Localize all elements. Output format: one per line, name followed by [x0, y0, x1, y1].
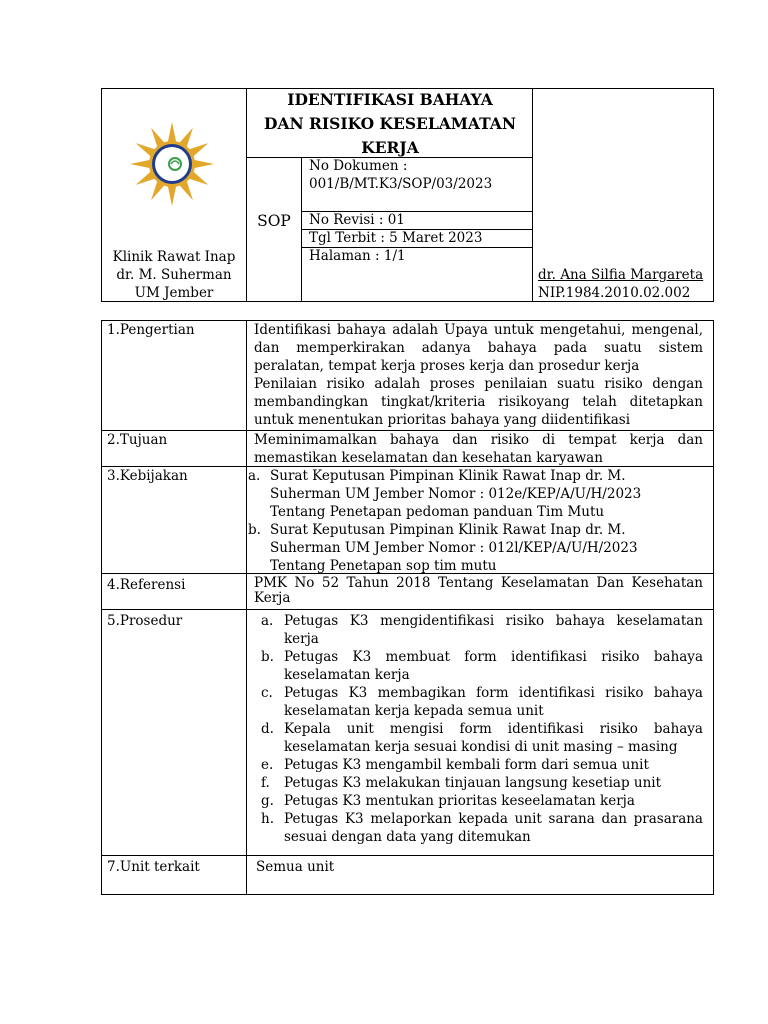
pengertian-line: Penilaian risiko adalah proses penilaian suatu risiko dengan	[254, 376, 703, 392]
prosedur-marker-e: e.	[261, 757, 274, 773]
signer-name: dr. Ana Silfia Margareta	[538, 267, 704, 283]
prosedur-item-b	[284, 648, 703, 684]
prosedur-marker-h: h.	[261, 811, 274, 827]
prosedur-marker-g: g.	[261, 793, 274, 809]
referensi-line: PMK No 52 Tahun 2018 Tentang Keselamatan Dan Kesehatan	[254, 576, 703, 591]
halaman: Halaman : 1/1	[309, 248, 406, 264]
prosedur-line: Petugas K3 membagikan form identifikasi risiko bahaya	[284, 685, 703, 701]
referensi-label: 4.Referensi	[107, 577, 186, 593]
muhammadiyah-sun-logo-icon	[128, 120, 216, 208]
prosedur-line: sesuai dengan data yang ditemukan	[284, 829, 531, 845]
no-revisi: No Revisi : 01	[309, 212, 405, 228]
tgl-terbit: Tgl Terbit : 5 Maret 2023	[309, 230, 483, 246]
no-dokumen-value: 001/B/MT.K3/SOP/03/2023	[309, 176, 493, 192]
clinic-name-line-1: Klinik Rawat Inap	[112, 249, 236, 265]
sop-label: SOP	[257, 212, 291, 230]
signer-nip: NIP.1984.2010.02.002	[538, 285, 691, 301]
prosedur-marker-a: a.	[261, 613, 274, 629]
kebijakan-a-line: Suherman UM Jember Nomor : 012e/KEP/A/U/H/2023	[270, 486, 642, 502]
prosedur-marker-d: d.	[261, 721, 274, 737]
kebijakan-label: 3.Kebijakan	[107, 468, 188, 484]
tujuan-label: 2.Tujuan	[107, 432, 168, 448]
clinic-name-line-2: dr. M. Suherman	[116, 267, 232, 283]
prosedur-marker-f: f.	[261, 775, 270, 791]
title-line-2: DAN RISIKO KESELAMATAN	[264, 114, 516, 133]
prosedur-line: Petugas K3 mengidentifikasi risiko bahaya keselamatan	[284, 613, 703, 629]
clinic-name-line-3: UM Jember	[134, 285, 214, 301]
pengertian-line: Identifikasi bahaya adalah Upaya untuk mengetahui, mengenal,	[254, 322, 703, 338]
referensi-text	[254, 576, 703, 606]
prosedur-item-g: Petugas K3 mentukan prioritas keseelamatan kerja	[284, 793, 635, 809]
title-line-1: IDENTIFIKASI BAHAYA	[287, 90, 493, 109]
prosedur-marker-b: b.	[261, 649, 274, 665]
pengertian-text	[254, 321, 703, 429]
prosedur-marker-c: c.	[261, 685, 273, 701]
prosedur-label: 5.Prosedur	[107, 613, 183, 629]
prosedur-line: Kepala unit mengisi form identifikasi risiko bahaya	[284, 721, 703, 737]
title-line-3: KERJA	[361, 138, 419, 157]
prosedur-line: keselamatan kerja	[284, 667, 410, 683]
kebijakan-a-line: Tentang Penetapan pedoman panduan Tim Mutu	[270, 504, 605, 520]
pengertian-line: untuk menentukan prioritas bahaya yang diidentifikasi	[254, 412, 631, 428]
pengertian-line: membandingkan tingkat/kriteria risikoyang telah ditetapkan	[254, 394, 703, 410]
kebijakan-b-line: Surat Keputusan Pimpinan Klinik Rawat Inap dr. M.	[270, 522, 626, 538]
prosedur-line: keselamatan kerja kepada semua unit	[284, 703, 544, 719]
referensi-line: Kerja	[254, 591, 291, 606]
prosedur-line: Petugas K3 membuat form identifikasi risiko bahaya	[284, 649, 703, 665]
no-dokumen-label: No Dokumen :	[309, 158, 408, 174]
prosedur-item-h	[284, 810, 703, 846]
kebijakan-b-line: Tentang Penetapan sop tim mutu	[270, 558, 497, 574]
prosedur-item-c	[284, 684, 703, 720]
prosedur-line: Petugas K3 melaporkan kepada unit sarana dan prasarana	[284, 811, 703, 827]
kebijakan-b-line: Suherman UM Jember Nomor : 012l/KEP/A/U/H/2023	[270, 540, 638, 556]
kebijakan-marker-b: b.	[248, 522, 261, 538]
tujuan-line: Meminimamalkan bahaya dan risiko di tempat kerja dan	[254, 432, 703, 448]
pengertian-line: peralatan, tempat kerja proses kerja dan prosedur kerja	[254, 358, 640, 374]
prosedur-item-f: Petugas K3 melakukan tinjauan langsung kesetiap unit	[284, 775, 662, 791]
unit-terkait-value: Semua unit	[256, 859, 335, 875]
unit-terkait-label: 7.Unit terkait	[107, 859, 200, 875]
tujuan-text	[254, 431, 703, 467]
tujuan-line: memastikan keselamatan dan kesehatan karyawan	[254, 450, 603, 466]
prosedur-item-a	[284, 612, 703, 648]
kebijakan-marker-a: a.	[248, 468, 261, 484]
prosedur-line: kerja	[284, 631, 319, 647]
prosedur-item-d	[284, 720, 703, 756]
pengertian-label: 1.Pengertian	[107, 322, 195, 338]
kebijakan-a-line: Surat Keputusan Pimpinan Klinik Rawat Inap dr. M.	[270, 468, 626, 484]
prosedur-item-e: Petugas K3 mengambil kembali form dari semua unit	[284, 757, 649, 773]
pengertian-line: dan memperkirakan adanya bahaya pada suatu sistem	[254, 340, 703, 356]
prosedur-line: keselamatan kerja sesuai kondisi di unit masing – masing	[284, 739, 678, 755]
document-title	[248, 88, 532, 160]
